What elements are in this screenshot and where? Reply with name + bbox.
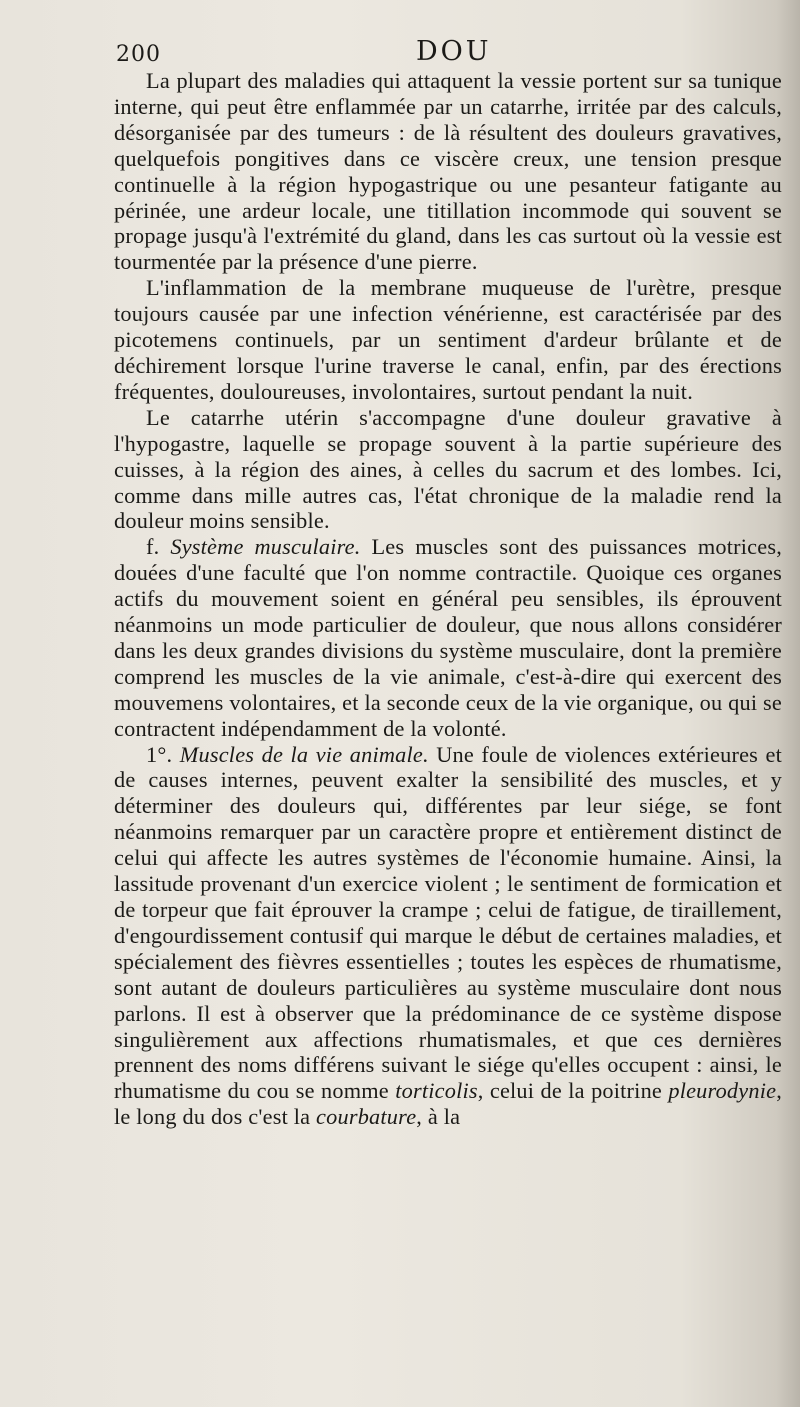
paragraph-text-mid: , celui de la poitrine xyxy=(477,1078,669,1104)
page-header xyxy=(116,34,786,68)
body-text xyxy=(114,68,782,1130)
section-number: 1°. xyxy=(146,741,180,767)
paragraph-urethra: L'inflammation de la membrane muqueuse de l'urètre, presque toujours causée par une infection vénérienne, est caractérisée par des picotemens continuels, par un sentiment d'ardeur brûlante et de déchirement lorsque l'urine traverse le canal, enfin, par des érections fréquentes, douloureuses, involontaires, surtout pendant la nuit. xyxy=(114,275,782,404)
running-head: DOU xyxy=(416,36,492,67)
paragraph-text-mid2: , le long du dos c'est la xyxy=(114,1078,782,1130)
paragraph-muscular-system xyxy=(114,534,782,741)
section-letter: f. xyxy=(146,534,171,560)
section-heading-animal-muscles: Muscles de la vie animale. xyxy=(179,741,429,767)
paragraph-text: Les muscles sont des puissances motrices, douées d'une faculté que l'on nomme contractile. Quoique ces organes actifs du mouvement soient en général peu sensibles, ils éprouvent néanmoins un mode particulier de douleur, que nous allons considérer dans les deux grandes divisions du système musculaire, dont la première comprend les muscles de la vie animale, c'est-à-dire qui exercent des mouvemens volontaires, et la seconde ceux de la vie organique, ou qui se contractent indépendamment de la volonté. xyxy=(114,534,782,741)
term-pleurodynie: pleurodynie xyxy=(668,1078,777,1104)
page-number: 200 xyxy=(116,42,161,67)
term-courbature: courbature xyxy=(316,1104,417,1130)
paragraph-animal-muscles xyxy=(114,742,782,1131)
paragraph-text-tail: , à la xyxy=(416,1104,461,1130)
section-heading-muscular-system: Système musculaire. xyxy=(170,534,361,560)
paragraph-uterine-catarrh: Le catarrhe utérin s'accompagne d'une douleur gravative à l'hypogastre, laquelle se propage souvent à la partie supérieure des cuisses, à la région des aines, à celles du sacrum et des lombes. Ici, comme dans mille autres cas, l'état chronique de la maladie rend la douleur moins sensible. xyxy=(114,404,782,534)
paragraph-text: Une foule de violences extérieures et de causes internes, peuvent exalter la sensibilité des muscles, et y déterminer des douleurs qui, différentes par leur siége, se font néanmoins remarquer par un caractère propre et entièrement distinct de celui qui affecte les autres systèmes de l'économie humaine. Ainsi, la lassitude provenant d'un exercice violent ; le sentiment de formication et de torpeur que fait éprouver la crampe ; celui de fatigue, de tiraillement, d'engourdissement contusif qui marque le début de certaines maladies, et spécialement des fièvres essentielles ; toutes les espèces de rhumatisme, sont autant de douleurs particulières au système musculaire dont nous parlons. Il est à observer que la prédominance de ce système dispose singulièrement aux affections rhumatismales, et que ces dernières prennent des noms différens suivant le siége qu'elles occupent : ainsi, le rhumatisme du cou se nomme xyxy=(114,741,782,1104)
term-torticolis: torticolis xyxy=(395,1078,478,1104)
paragraph-bladder: La plupart des maladies qui attaquent la vessie portent sur sa tunique interne, qui peut être enflammée par un catarrhe, irritée par des calculs, désorganisée par des tumeurs : de là résultent des douleurs gravatives, quelquefois pongitives dans ce viscère creux, une tension presque continuelle à la région hypogastrique ou une pesanteur fatigante au périnée, une ardeur locale, une titillation incommode qui souvent se propage jusqu'à l'extrémité du gland, dans les cas surtout où la vessie est tourmentée par la présence d'une pierre. xyxy=(114,68,782,275)
